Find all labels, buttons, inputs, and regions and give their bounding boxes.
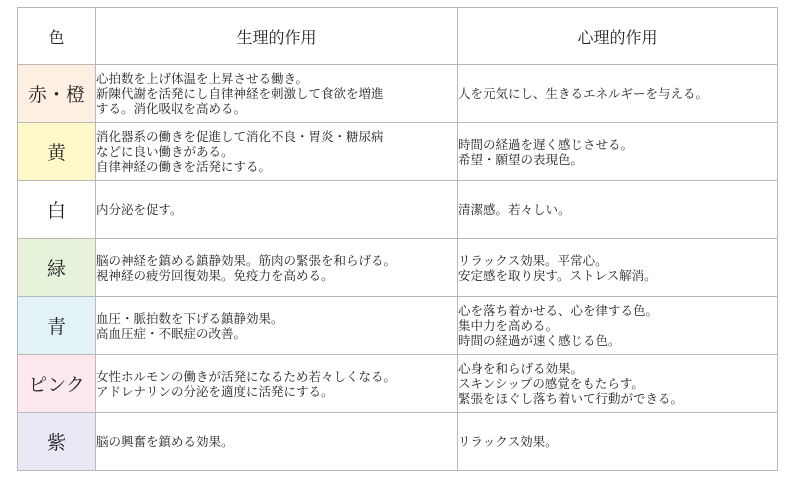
physiological-effect-line: 消化器系の働きを促進して消化不良・胃炎・糖尿病	[96, 129, 384, 144]
physiological-effect-cell	[96, 123, 458, 181]
color-name-cell: ピンク	[18, 355, 96, 413]
physiological-effect-line: アドレナリンの分泌を適度に活発にする。	[96, 383, 334, 399]
physiological-effect-line: 内分泌を促す。	[96, 202, 183, 217]
header-physiological: 生理的作用	[96, 8, 458, 65]
header-color: 色	[18, 8, 96, 65]
physiological-effect-line: 血圧・脈拍数を下げる鎮静効果。	[96, 310, 284, 326]
color-name-cell: 紫	[18, 413, 96, 471]
psychological-effect-cell	[458, 297, 778, 355]
physiological-effect-cell	[96, 297, 458, 355]
header-psychological: 心理的作用	[458, 8, 778, 65]
psychological-effect-line: 緊張をほぐし落ち着いて行動ができる。	[458, 391, 684, 406]
physiological-effect-line: 自律神経の働きを活発にする。	[96, 159, 272, 174]
psychological-effect-cell	[458, 239, 778, 297]
psychological-effect-line: 心身を和らげる効果。	[458, 361, 584, 376]
physiological-effect-line: 視神経の疲労回復効果。免疫力を高める。	[96, 267, 334, 283]
psychological-effect-line: 時間の経過が速く感じる色。	[458, 333, 621, 348]
color-name-cell: 青	[18, 297, 96, 355]
table-row	[18, 181, 778, 239]
psychological-effect-line: 清潔感。若々しい。	[458, 202, 571, 217]
physiological-effect-line: 高血圧症・不眠症の改善。	[96, 325, 247, 341]
table-row	[18, 355, 778, 413]
psychological-effect-line: リラックス効果。平常心。	[458, 252, 608, 268]
psychological-effect-cell	[458, 413, 778, 471]
color-name-cell: 赤・橙	[18, 65, 96, 123]
color-name-cell: 緑	[18, 239, 96, 297]
psychological-effect-line: 集中力を高める。	[458, 318, 559, 333]
psychological-effect-cell	[458, 65, 778, 123]
physiological-effect-line: 女性ホルモンの働きが活発になるため若々しくなる。	[96, 368, 397, 384]
psychological-effect-line: 心を落ち着かせる、心を律する色。	[458, 303, 659, 318]
table-header-row	[18, 8, 778, 65]
physiological-effect-cell	[96, 413, 458, 471]
physiological-effect-line: 新陳代謝を活発にし自律神経を刺激して食欲を増進	[96, 86, 384, 101]
physiological-effect-cell	[96, 355, 458, 413]
psychological-effect-line: 希望・願望の表現色。	[458, 151, 584, 167]
psychological-effect-cell	[458, 355, 778, 413]
psychological-effect-line: 時間の経過を遅く感じさせる。	[458, 136, 634, 152]
psychological-effect-cell	[458, 181, 778, 239]
table-body	[18, 65, 778, 471]
physiological-effect-line: 脳の興奮を鎮める効果。	[96, 434, 234, 449]
physiological-effect-line: 脳の神経を鎮める鎮静効果。筋肉の緊張を和らげる。	[96, 252, 397, 268]
color-effects-table	[17, 7, 778, 471]
color-name-cell: 白	[18, 181, 96, 239]
color-name-cell: 黄	[18, 123, 96, 181]
physiological-effect-cell	[96, 65, 458, 123]
psychological-effect-line: スキンシップの感覚をもたらす。	[458, 376, 644, 391]
table-row	[18, 239, 778, 297]
table-row	[18, 413, 778, 471]
physiological-effect-line: などに良い働きがある。	[96, 144, 234, 159]
psychological-effect-line: 人を元気にし、生きるエネルギーを与える。	[458, 86, 709, 101]
table-row	[18, 123, 778, 181]
physiological-effect-line: 心拍数を上げ体温を上昇させる働き。	[96, 71, 309, 86]
psychological-effect-line: リラックス効果。	[458, 434, 558, 449]
psychological-effect-cell	[458, 123, 778, 181]
table-row	[18, 65, 778, 123]
table-row	[18, 297, 778, 355]
physiological-effect-cell	[96, 181, 458, 239]
physiological-effect-cell	[96, 239, 458, 297]
psychological-effect-line: 安定感を取り戻す。ストレス解消。	[458, 267, 657, 283]
physiological-effect-line: する。消化吸収を高める。	[96, 101, 247, 116]
